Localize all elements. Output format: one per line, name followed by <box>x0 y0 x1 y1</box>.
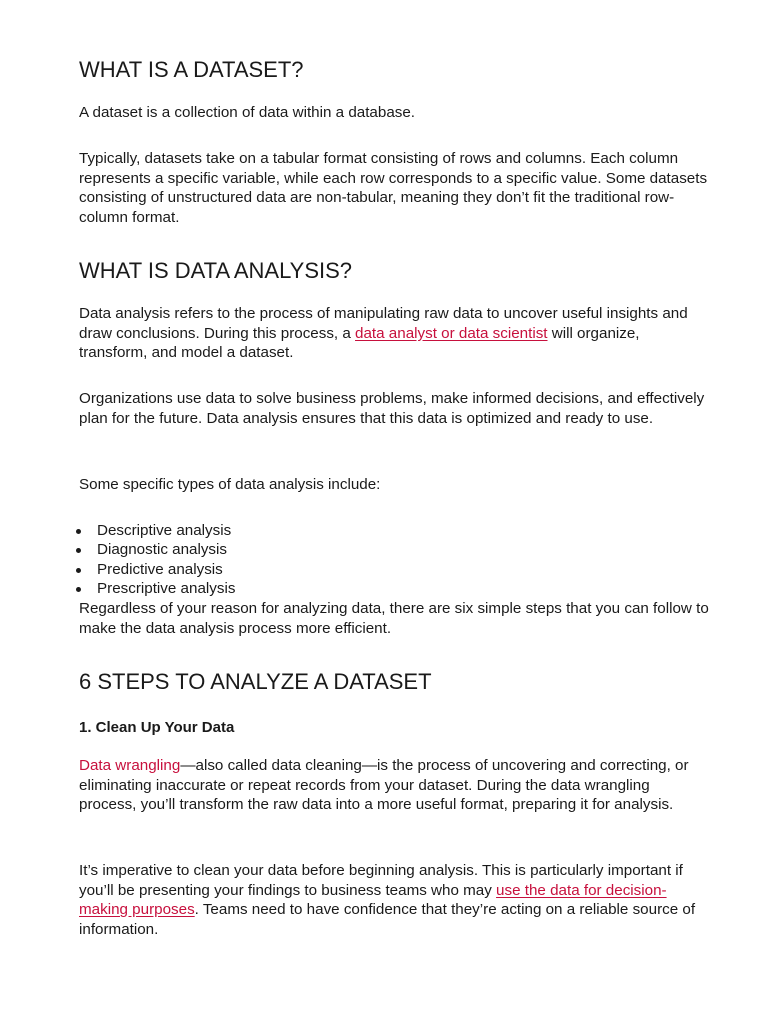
list-item <box>79 540 235 559</box>
data-wrangling-link[interactable]: Data wrangling <box>79 757 181 774</box>
bullet-icon <box>76 548 81 553</box>
paragraph-text: . Teams need to have confidence that they’re acting on a reliable source of information. <box>79 901 696 938</box>
list-item-label: Diagnostic analysis <box>97 541 227 559</box>
organizations-paragraph: Organizations use data to solve business problems, make informed decisions, and effectively plan for the future. Data analysis ensures that this data is optimized and ready to use. <box>79 390 705 427</box>
dataset-definition-paragraph: A dataset is a collection of data within a database. <box>79 104 416 121</box>
paragraph-text: It’s imperative to clean your data before beginning analysis. This is particularly important if you’ll be presenting your findings to business teams who may <box>79 862 683 899</box>
bullet-icon <box>76 587 81 592</box>
list-item <box>79 579 235 598</box>
bullet-icon <box>76 568 81 573</box>
paragraph-text: —also called data cleaning—is the process of uncovering and correcting, or eliminating inaccurate or repeat records from your dataset. During the data wrangling process, you’ll transform the raw data into a more useful format, preparing it for analysis. <box>79 757 689 814</box>
data-analysis-definition-paragraph <box>79 304 709 363</box>
data-wrangling-paragraph <box>79 756 709 815</box>
step-1-title: 1. Clean Up Your Data <box>79 719 235 736</box>
data-analyst-link[interactable]: data analyst or data scientist <box>355 324 548 342</box>
list-item-label: Predictive analysis <box>97 560 223 578</box>
list-item <box>79 521 235 540</box>
analysis-types-list <box>79 521 235 598</box>
paragraph-text: Data analysis refers to the process of manipulating raw data to uncover useful insights and draw conclusions. During this process, a <box>79 305 688 342</box>
decision-making-link[interactable]: use the data for decision-making purposes <box>79 881 667 919</box>
dataset-format-paragraph: Typically, datasets take on a tabular format consisting of rows and columns. Each column represents a specific variable, while each row corresponds to a specific value. Some datasets consisting of unstructured data are non-tabular, meaning they don’t fit the traditional row-column format. <box>79 150 708 226</box>
bullet-icon <box>76 529 81 534</box>
list-item-label: Prescriptive analysis <box>97 579 236 597</box>
list-item-label: Descriptive analysis <box>97 522 232 539</box>
heading-what-is-a-dataset: WHAT IS A DATASET? <box>79 57 304 82</box>
paragraph-text: will organize, transform, and model a dataset. <box>79 324 640 362</box>
heading-6-steps: 6 STEPS TO ANALYZE A DATASET <box>79 669 432 694</box>
clean-data-importance-paragraph <box>79 861 709 939</box>
heading-what-is-data-analysis: WHAT IS DATA ANALYSIS? <box>79 258 353 283</box>
list-item <box>79 560 235 579</box>
types-intro-paragraph: Some specific types of data analysis include: <box>79 476 381 493</box>
regardless-paragraph: Regardless of your reason for analyzing data, there are six simple steps that you can follow to make the data analysis process more efficient. <box>79 600 709 637</box>
